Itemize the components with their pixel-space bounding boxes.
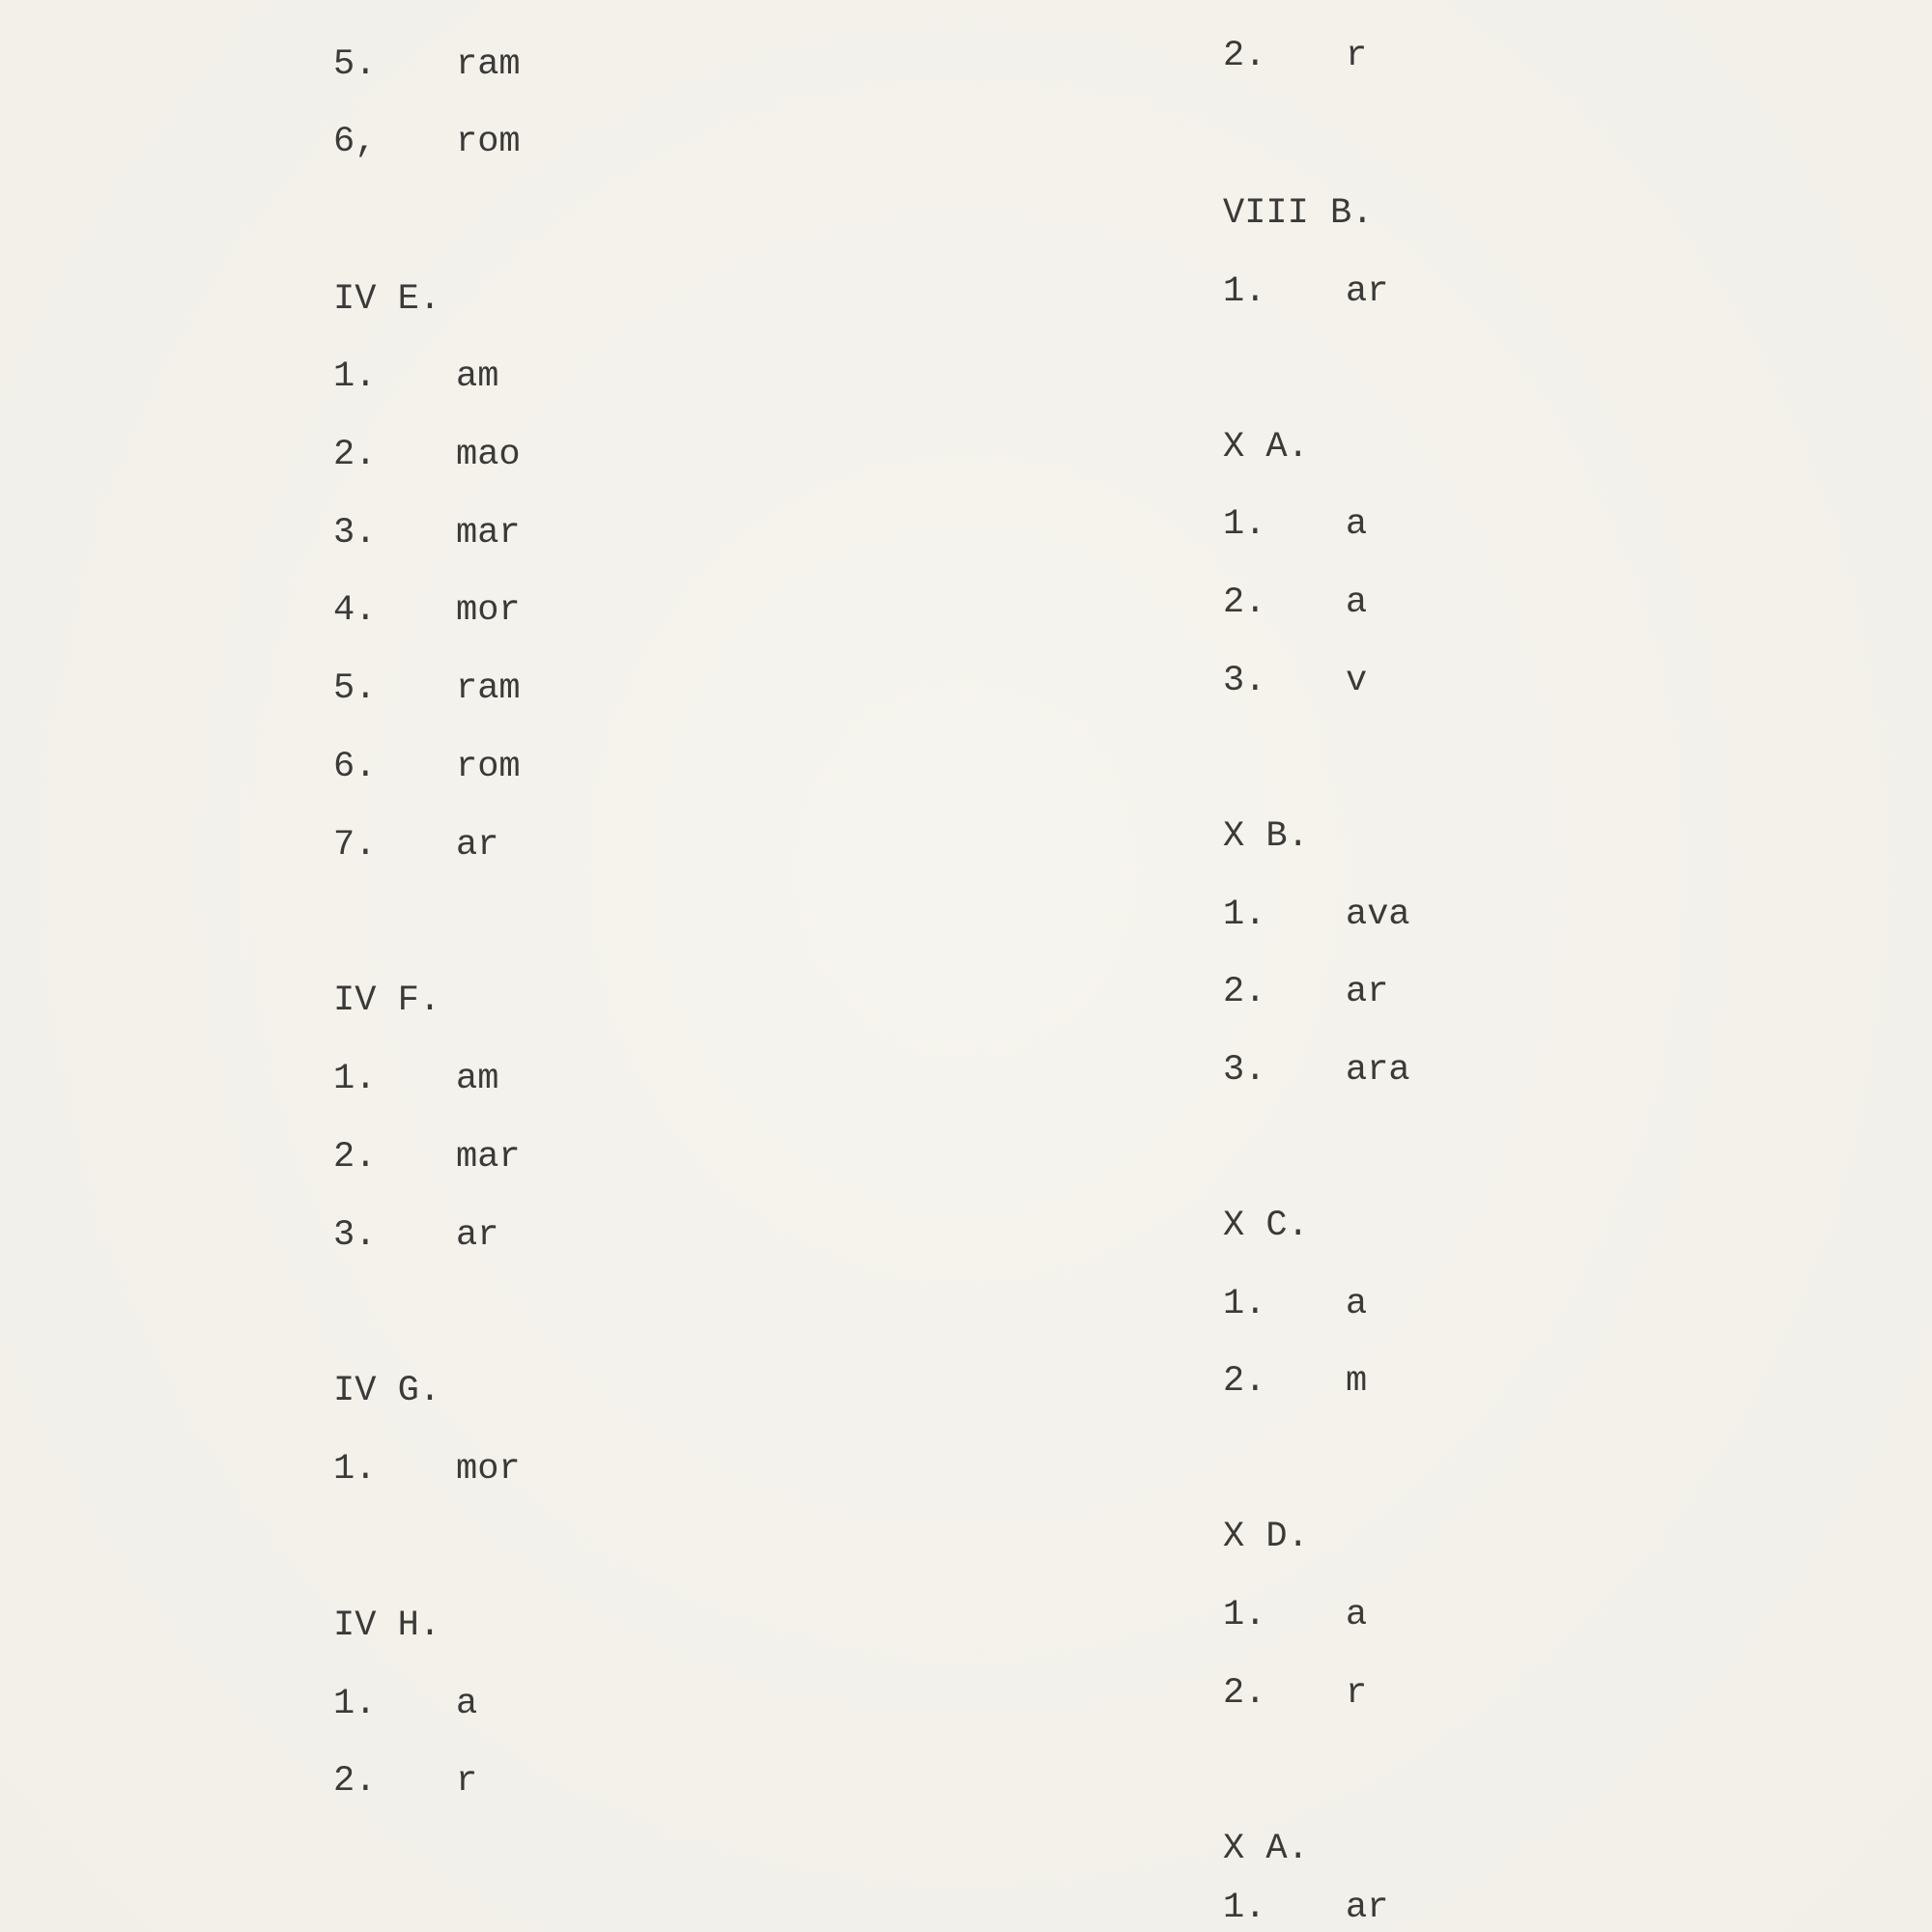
item-number: 4.: [333, 590, 377, 631]
item-text: v: [1346, 661, 1368, 701]
item-number: 5.: [333, 44, 377, 85]
item-number: 1.: [1223, 271, 1266, 312]
item-text: ar: [1346, 972, 1389, 1012]
item-text: mor: [456, 590, 521, 631]
item-number: 7.: [333, 825, 377, 866]
heading-text: X D.: [1223, 1517, 1309, 1557]
item-text: ava: [1346, 895, 1410, 935]
item-number: 2.: [1223, 582, 1266, 623]
item-text: ar: [456, 1215, 499, 1256]
item-number: 2.: [1223, 1361, 1266, 1402]
item-number: 6.: [333, 747, 377, 787]
item-text: r: [456, 1761, 478, 1802]
item-text: rom: [456, 747, 521, 787]
item-text: mar: [456, 1137, 521, 1178]
item-number: 3.: [333, 1215, 377, 1256]
heading-text: IV E.: [333, 279, 441, 320]
item-number: 1.: [1223, 1595, 1266, 1635]
item-text: ar: [1346, 1888, 1389, 1928]
item-number: 5.: [333, 668, 377, 709]
heading-text: X C.: [1223, 1206, 1309, 1246]
item-text: ar: [456, 825, 499, 866]
item-text: mao: [456, 435, 521, 475]
item-number: 1.: [1223, 895, 1266, 935]
item-number: 1.: [333, 1449, 377, 1490]
item-number: 2.: [333, 1761, 377, 1802]
item-text: ram: [456, 44, 521, 85]
item-text: r: [1346, 1673, 1368, 1714]
item-text: ar: [1346, 271, 1389, 312]
item-text: rom: [456, 122, 521, 162]
item-number: 2.: [1223, 1673, 1266, 1714]
item-number: 1.: [333, 356, 377, 397]
item-number: 3.: [333, 513, 377, 554]
item-text: ara: [1346, 1050, 1410, 1091]
heading-text: X B.: [1223, 816, 1309, 857]
item-number: 2.: [1223, 972, 1266, 1012]
item-number: 2.: [1223, 36, 1266, 76]
item-text: a: [1346, 504, 1368, 545]
item-text: m: [1346, 1361, 1368, 1402]
item-number: 1.: [333, 1059, 377, 1099]
item-number: 1.: [1223, 1888, 1266, 1928]
item-text: r: [1346, 36, 1368, 76]
item-number: 2.: [333, 1137, 377, 1178]
item-number: 1.: [1223, 1284, 1266, 1324]
item-text: am: [456, 1059, 499, 1099]
item-text: a: [456, 1684, 478, 1724]
heading-text: IV F.: [333, 980, 441, 1021]
item-text: mar: [456, 513, 521, 554]
heading-text: IV H.: [333, 1605, 441, 1646]
heading-text: IV G.: [333, 1371, 441, 1411]
item-text: a: [1346, 1595, 1368, 1635]
item-text: a: [1346, 1284, 1368, 1324]
item-text: a: [1346, 582, 1368, 623]
item-text: ram: [456, 668, 521, 709]
item-number: 1.: [333, 1684, 377, 1724]
item-text: mor: [456, 1449, 521, 1490]
item-number: 1.: [1223, 504, 1266, 545]
heading-text: VIII B.: [1223, 193, 1374, 234]
item-number: 3.: [1223, 661, 1266, 701]
item-number: 2.: [333, 435, 377, 475]
heading-text: X A.: [1223, 427, 1309, 468]
item-number: 3.: [1223, 1050, 1266, 1091]
item-text: am: [456, 356, 499, 397]
item-number: 6,: [333, 122, 377, 162]
heading-text: X A.: [1223, 1829, 1309, 1869]
